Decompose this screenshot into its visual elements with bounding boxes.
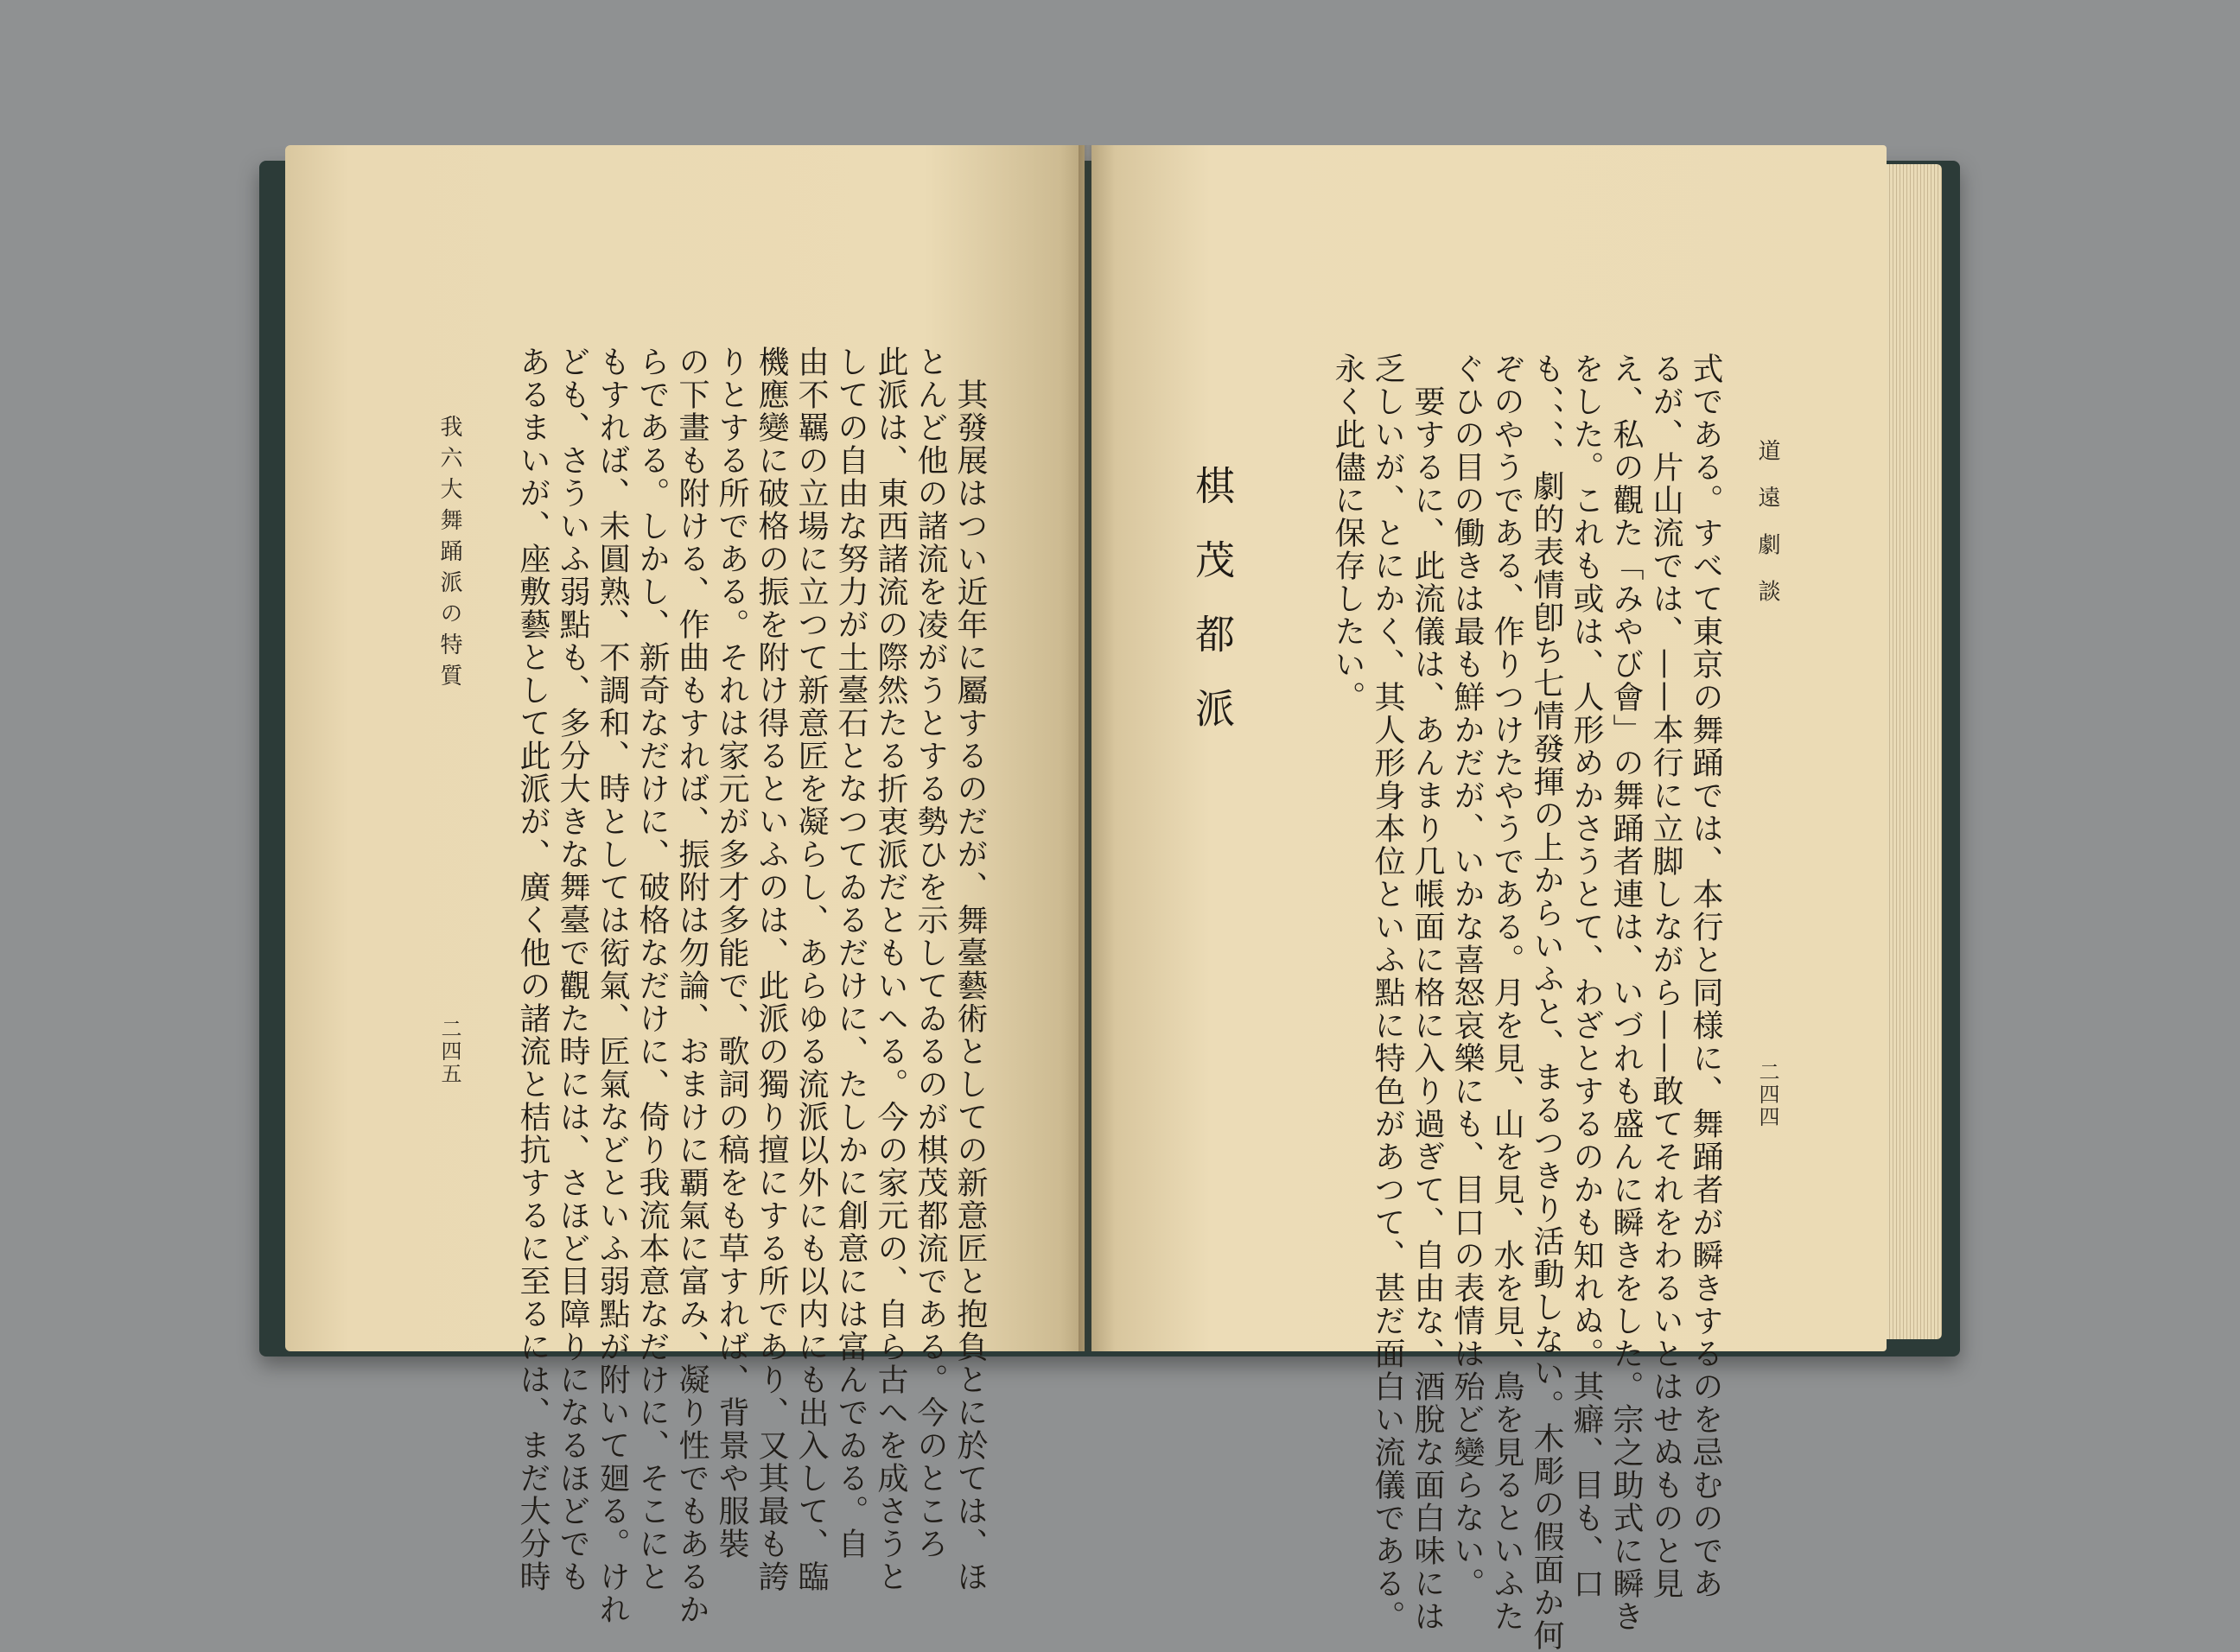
left-line-10: もすれば、未圓熟、不調和、時としては衒氣、匠氣などといふ弱點が附いて廻る。けれ bbox=[595, 346, 630, 1626]
right-line-9: 乏しいが、とにかく、其人形身本位といふ點に特色があつて、甚だ面白い流儀である。 bbox=[1370, 353, 1405, 1633]
left-page bbox=[285, 145, 1085, 1626]
left-page-number: 二四五 bbox=[437, 1018, 461, 1085]
left-running-header: 我六大舞踊派の特質 bbox=[436, 415, 462, 695]
right-line-7: ぐひの目の働きは最も鮮かだが、いかな喜怒哀樂にも、目口の表情は殆ど變らない。 bbox=[1449, 353, 1485, 1600]
left-line-8: の下畫も附ける、作曲もすれば、振附は勿論、おまけに覇氣に富み、凝り性でもあるか bbox=[674, 346, 710, 1626]
left-line-5: 由不羈の立場に立つて新意匠を凝らし、あらゆる流派以外にも以内にも出入して、臨 bbox=[793, 346, 829, 1593]
right-line-10: 永く此儘に保存したい。 bbox=[1330, 353, 1365, 714]
left-line-1: 其發展はつい近年に屬するのだが、舞臺藝術としての新意匠と抱負とに於ては、ほ bbox=[952, 346, 988, 1593]
left-line-4: しての自由な努力が土臺石となつてゐるだけに、たしかに創意には富んでゐる。自 bbox=[833, 346, 869, 1560]
open-book bbox=[259, 145, 1960, 1652]
right-page bbox=[1091, 145, 1887, 1652]
right-running-header: 道 遠 劇 談 bbox=[1754, 439, 1780, 611]
left-line-6: 機應變に破格の振を附け得るといふのは、此派の獨り擅にする所であり、又其最も誇 bbox=[754, 346, 789, 1593]
left-line-9: らである。しかし、新奇なだけに、破格なだけに、倚り我流本意なだけに、そこにと bbox=[634, 346, 670, 1593]
right-line-2: るが、片山流では、——本行に立脚しながら——敢てそれをわるいとはせぬものと見 bbox=[1648, 353, 1683, 1600]
right-line-6: ぞのやうである、作りつけたやうである。月を見、山を見、水を見、鳥を見るといふた bbox=[1489, 353, 1524, 1633]
left-line-11: ども、さういふ弱點も、多分大きな舞臺で觀た時には、さほど目障りになるほどでも bbox=[555, 346, 590, 1593]
left-line-3: 此派は、東西諸流の際然たる折衷派だともいへる。今の家元の、自ら古へを成さうと bbox=[873, 346, 908, 1593]
right-page-number: 二四四 bbox=[1755, 1061, 1779, 1128]
page-edges bbox=[1880, 164, 1942, 1339]
left-line-7: りとする所である。それは家元が多才多能で、歌詞の稿をも草すれば、背景や服裝 bbox=[714, 346, 749, 1560]
right-line-8: 要するに、此流儀は、あんまり几帳面に格に入り過ぎて、自由な、酒脫な面白味には bbox=[1410, 353, 1445, 1633]
left-line-2: とんど他の諸流を凌がうとする勢ひを示してゐるのが棋茂都流である。今のところ bbox=[913, 346, 948, 1560]
right-line-4: をした。これも或は、人形めかさうとて、わざとするのかも知れぬ。其癖、目も、口 bbox=[1569, 353, 1604, 1600]
left-line-12: あるまいが、座敷藝として此派が、廣く他の諸流と桔抗するに至るには、まだ大分時 bbox=[515, 346, 550, 1593]
section-title: 棋茂都派 bbox=[1189, 465, 1236, 762]
right-line-5: も、、、、劇的表情卽ち七情發揮の上からいふと、まるつきり活動しない。木彫の假面か何 bbox=[1529, 353, 1564, 1652]
right-line-1: 式である。すべて東京の舞踊では、本行と同様に、舞踊者が瞬きするのを忌むのであ bbox=[1688, 353, 1723, 1600]
right-line-3: え、私の觀た「みやび會」の舞踊者連は、いづれも盛んに瞬きをした。宗之助式に瞬き bbox=[1608, 353, 1644, 1633]
